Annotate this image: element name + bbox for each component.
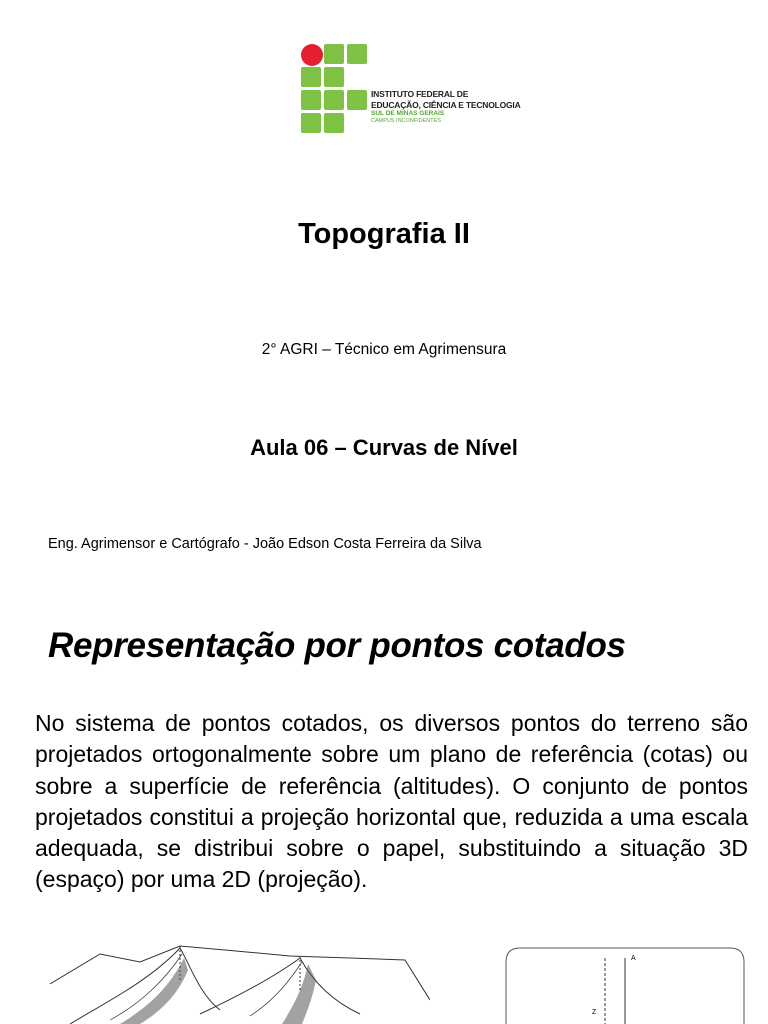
projection-figure [498,944,750,1024]
institution-line-3: SUL DE MINAS GERAIS [371,110,445,117]
content-slide [0,590,768,1024]
shaded-slope-left [120,958,188,1024]
institution-line-1: INSTITUTO FEDERAL DE [371,89,469,99]
lesson-title: Aula 06 – Curvas de Nível [250,435,518,460]
course-title: Topografia II [298,218,470,250]
terrain-3d-figure [50,940,430,1024]
terrain-outline [50,946,430,1000]
institution-name [371,90,521,124]
projection-label-z: Z [592,1009,597,1016]
projection-label-a: A [631,955,636,962]
author-line: Eng. Agrimensor e Cartógrafo - João Edson Costa Ferreira da Silva [48,536,482,552]
course-subtitle: 2° AGRI – Técnico em Agrimensura [261,341,507,358]
institution-line-4: CAMPUS INCONFIDENTES [371,117,441,124]
slide-body-text: No sistema de pontos cotados, os diversos pontos do terreno são projetados ortogonalmente sobre um plano de referência (cotas) ou sobre a superfície de referência (altitudes). O conjunto de pontos projetados constitui a projeção horizontal que, reduzida a uma escala adequada, se distribui sobre o papel, substituindo a situação 3D (espaço) por uma 2D (projeção). [35,710,748,893]
institution-logo [298,42,528,138]
slide-heading: Representação por pontos cotados [48,626,626,665]
peak-right [200,958,360,1014]
if-logo-icon [298,42,368,136]
institution-line-2: EDUCAÇÃO, CIÊNCIA E TECNOLOGIA [371,99,521,110]
shaded-slope-right [282,964,316,1024]
